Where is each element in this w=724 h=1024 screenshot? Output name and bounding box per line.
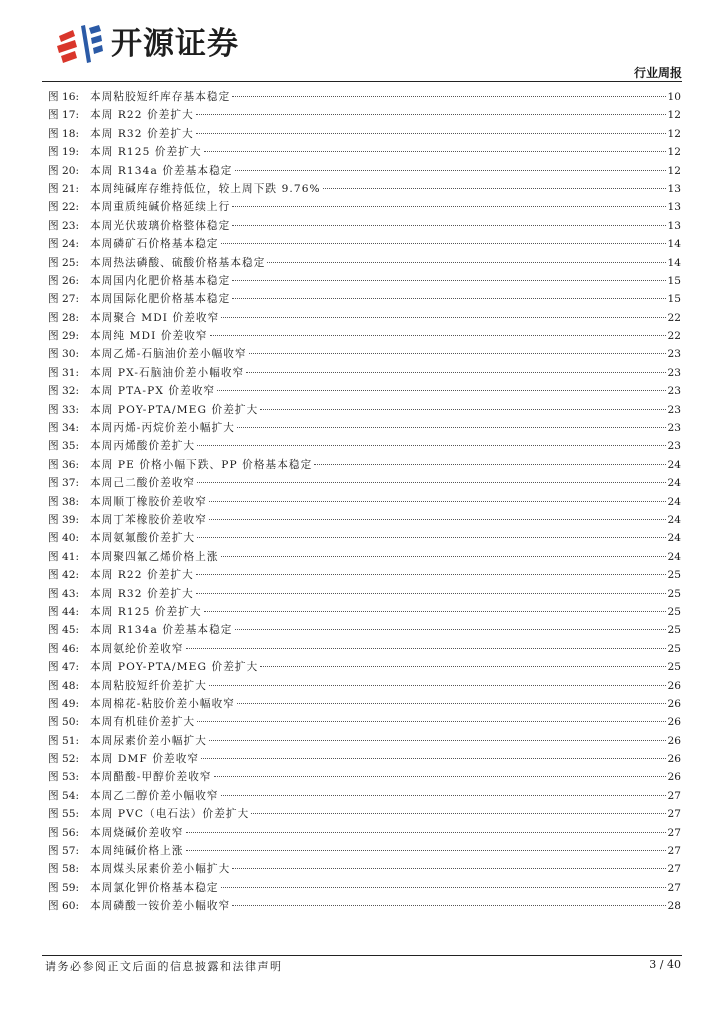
toc-leader-dots (217, 390, 665, 391)
toc-figure-number: 图 18: (48, 127, 80, 140)
toc-entry[interactable] (48, 162, 681, 180)
toc-leader-dots (221, 243, 666, 244)
toc-leader-dots (209, 519, 666, 520)
toc-figure-title: 本周 R22 价差扩大 (90, 569, 194, 582)
toc-page-number: 24 (667, 477, 681, 490)
toc-figure-number: 图 47: (48, 661, 80, 674)
toc-figure-title: 本周 R32 价差扩大 (90, 587, 194, 600)
toc-figure-title: 本周国内化肥价格基本稳定 (90, 274, 231, 287)
toc-leader-dots (232, 868, 665, 869)
toc-leader-dots (214, 776, 666, 777)
toc-page-number: 23 (667, 422, 681, 435)
toc-leader-dots (235, 629, 666, 630)
toc-figure-title: 本周顺丁橡胶价差收窄 (90, 495, 207, 508)
toc-figure-number: 图 20: (48, 164, 80, 177)
toc-entry[interactable] (48, 217, 681, 235)
toc-figure-number: 图 45: (48, 624, 80, 637)
toc-leader-dots (260, 409, 665, 410)
toc-figure-number: 图 19: (48, 146, 80, 159)
brand-name: 开源证券 (111, 26, 239, 62)
toc-figure-title: 本周氨纶价差收窄 (90, 642, 184, 655)
toc-page-number: 15 (667, 293, 681, 306)
toc-entry[interactable] (48, 603, 681, 621)
toc-figure-title: 本周 R134a 价差基本稳定 (90, 624, 233, 637)
toc-leader-dots (197, 445, 665, 446)
toc-figure-number: 图 56: (48, 826, 80, 839)
toc-leader-dots (249, 353, 666, 354)
toc-entry[interactable] (48, 437, 681, 455)
toc-figure-number: 图 50: (48, 716, 80, 729)
toc-page-number: 23 (667, 348, 681, 361)
toc-entry[interactable] (48, 180, 681, 198)
company-logo (55, 22, 239, 66)
toc-leader-dots (251, 813, 665, 814)
toc-figure-title: 本周光伏玻璃价格整体稳定 (90, 219, 231, 232)
toc-figure-number: 图 52: (48, 753, 80, 766)
toc-figure-title: 本周煤头尿素价差小幅扩大 (90, 863, 231, 876)
toc-figure-number: 图 33: (48, 403, 80, 416)
toc-figure-title: 本周乙烯-石脑油价差小幅收窄 (90, 348, 247, 361)
toc-figure-number: 图 17: (48, 109, 80, 122)
toc-figure-number: 图 57: (48, 845, 80, 858)
toc-leader-dots (186, 850, 666, 851)
toc-figure-number: 图 59: (48, 881, 80, 894)
page-number: 3 / 40 (649, 958, 681, 971)
toc-figure-title: 本周己二酸价差收窄 (90, 477, 196, 490)
toc-figure-title: 本周粘胶短纤库存基本稳定 (90, 91, 231, 103)
toc-entry[interactable] (48, 677, 681, 695)
toc-page-number: 26 (667, 697, 681, 710)
toc-figure-title: 本周纯碱库存维持低位，较上周下跌 9.76% (90, 182, 321, 195)
toc-entry[interactable] (48, 658, 681, 676)
toc-figure-number: 图 26: (48, 274, 80, 287)
toc-page-number: 26 (667, 753, 681, 766)
toc-leader-dots (209, 740, 666, 741)
toc-figure-number: 图 38: (48, 495, 80, 508)
report-type-label: 行业周报 (633, 66, 682, 80)
toc-entry[interactable] (48, 419, 681, 437)
toc-figure-number: 图 55: (48, 808, 80, 821)
toc-figure-number: 图 49: (48, 697, 80, 710)
toc-figure-title: 本周纯 MDI 价差收窄 (90, 330, 208, 343)
toc-page-number: 15 (667, 274, 681, 287)
toc-entry[interactable] (48, 805, 681, 823)
toc-figure-number: 图 42: (48, 569, 80, 582)
toc-figure-title: 本周 PE 价格小幅下跌、PP 价格基本稳定 (90, 458, 313, 471)
toc-entry[interactable] (48, 474, 681, 492)
toc-figure-number: 图 43: (48, 587, 80, 600)
toc-figure-title: 本周聚合 MDI 价差收窄 (90, 311, 220, 324)
toc-page-number: 24 (667, 495, 681, 508)
toc-figure-title: 本周有机硅价差扩大 (90, 716, 196, 729)
toc-figure-title: 本周丁苯橡胶价差收窄 (90, 513, 207, 526)
toc-page-number: 14 (667, 238, 681, 251)
toc-page-number: 25 (667, 661, 681, 674)
toc-leader-dots (221, 795, 666, 796)
toc-page-number: 27 (667, 826, 681, 839)
toc-leader-dots (232, 298, 665, 299)
toc-figure-title: 本周国际化肥价格基本稳定 (90, 293, 231, 306)
toc-figure-number: 图 44: (48, 605, 80, 618)
toc-leader-dots (246, 372, 665, 373)
toc-leader-dots (201, 758, 665, 759)
toc-page-number: 25 (667, 605, 681, 618)
toc-page-number: 24 (667, 458, 681, 471)
toc-entry[interactable] (48, 732, 681, 750)
toc-leader-dots (267, 262, 665, 263)
toc-page-number: 23 (667, 366, 681, 379)
toc-figure-number: 图 58: (48, 863, 80, 876)
toc-figure-number: 图 35: (48, 440, 80, 453)
toc-page-number: 24 (667, 532, 681, 545)
toc-entry[interactable] (48, 548, 681, 566)
toc-figure-title: 本周 R125 价差扩大 (90, 146, 202, 159)
toc-page-number: 10 (667, 91, 681, 103)
toc-leader-dots (260, 666, 665, 667)
toc-page-number: 27 (667, 845, 681, 858)
toc-figure-number: 图 46: (48, 642, 80, 655)
toc-leader-dots (204, 611, 666, 612)
toc-page-number: 27 (667, 789, 681, 802)
toc-entry[interactable] (48, 750, 681, 768)
toc-leader-dots (209, 685, 666, 686)
toc-page-number: 14 (667, 256, 681, 269)
toc-figure-title: 本周 R125 价差扩大 (90, 605, 202, 618)
toc-entry[interactable] (48, 695, 681, 713)
footer-disclaimer: 请务必参阅正文后面的信息披露和法律声明 (45, 960, 283, 973)
toc-entry[interactable] (48, 456, 681, 474)
toc-figure-title: 本周 PTA-PX 价差收窄 (90, 385, 216, 398)
toc-page-number: 13 (667, 219, 681, 232)
logo-mark-icon (55, 22, 103, 66)
toc-leader-dots (197, 721, 665, 722)
toc-figure-title: 本周 PX-石脑油价差小幅收窄 (90, 366, 245, 379)
toc-figure-number: 图 39: (48, 513, 80, 526)
toc-entry[interactable] (48, 511, 681, 529)
toc-figure-number: 图 48: (48, 679, 80, 692)
toc-leader-dots (232, 905, 665, 906)
toc-entry[interactable] (48, 327, 681, 345)
toc-figure-title: 本周乙二醇价差小幅收窄 (90, 789, 219, 802)
toc-entry[interactable] (48, 842, 681, 860)
toc-page-number: 12 (667, 146, 681, 159)
toc-figure-number: 图 25: (48, 256, 80, 269)
toc-page-number: 13 (667, 182, 681, 195)
toc-leader-dots (209, 501, 666, 502)
toc-entry[interactable] (48, 824, 681, 842)
toc-figure-title: 本周氨氟酸价差扩大 (90, 532, 196, 545)
toc-page-number: 23 (667, 440, 681, 453)
toc-entry[interactable] (48, 106, 681, 124)
toc-figure-number: 图 34: (48, 422, 80, 435)
toc-figure-title: 本周 R134a 价差基本稳定 (90, 164, 233, 177)
toc-entry[interactable] (48, 290, 681, 308)
toc-figure-title: 本周 PVC（电石法）价差扩大 (90, 808, 250, 821)
toc-entry[interactable] (48, 125, 681, 143)
toc-figure-number: 图 32: (48, 385, 80, 398)
toc-page-number: 26 (667, 679, 681, 692)
toc-leader-dots (196, 133, 666, 134)
toc-page-number: 26 (667, 716, 681, 729)
toc-entry[interactable] (48, 493, 681, 511)
toc-figure-number: 图 23: (48, 219, 80, 232)
toc-leader-dots (235, 170, 666, 171)
toc-entry[interactable] (48, 272, 681, 290)
toc-entry[interactable] (48, 198, 681, 216)
toc-figure-title: 本周聚四氟乙烯价格上涨 (90, 550, 219, 563)
toc-page-number: 25 (667, 587, 681, 600)
toc-leader-dots (186, 648, 666, 649)
toc-entry[interactable] (48, 621, 681, 639)
toc-figure-number: 图 41: (48, 550, 80, 563)
toc-figure-title: 本周磷矿石价格基本稳定 (90, 238, 219, 251)
toc-entry[interactable] (48, 585, 681, 603)
toc-entry[interactable] (48, 364, 681, 382)
toc-leader-dots (237, 703, 666, 704)
toc-figure-number: 图 21: (48, 182, 80, 195)
toc-page-number: 22 (667, 311, 681, 324)
toc-page-number: 22 (667, 330, 681, 343)
toc-entry[interactable] (48, 88, 681, 106)
toc-leader-dots (197, 482, 665, 483)
toc-page-number: 23 (667, 385, 681, 398)
toc-figure-number: 图 31: (48, 366, 80, 379)
toc-figure-number: 图 28: (48, 311, 80, 324)
toc-figure-title: 本周醋酸-甲醇价差收窄 (90, 771, 212, 784)
toc-leader-dots (196, 574, 666, 575)
toc-figure-number: 图 51: (48, 734, 80, 747)
toc-figure-title: 本周 R22 价差扩大 (90, 109, 194, 122)
toc-leader-dots (210, 335, 666, 336)
toc-page-number: 13 (667, 201, 681, 214)
toc-figure-number: 图 37: (48, 477, 80, 490)
toc-figure-title: 本周纯碱价格上涨 (90, 845, 184, 858)
toc-page-number: 24 (667, 550, 681, 563)
toc-leader-dots (232, 96, 665, 97)
figure-index (48, 88, 681, 916)
toc-figure-title: 本周 POY-PTA/MEG 价差扩大 (90, 661, 259, 674)
toc-page-number: 12 (667, 127, 681, 140)
toc-leader-dots (204, 151, 666, 152)
toc-entry[interactable] (48, 254, 681, 272)
header-divider (42, 81, 682, 82)
toc-page-number: 27 (667, 808, 681, 821)
toc-entry[interactable] (48, 345, 681, 363)
toc-leader-dots (237, 427, 666, 428)
toc-entry[interactable] (48, 382, 681, 400)
toc-figure-title: 本周氯化钾价格基本稳定 (90, 881, 219, 894)
toc-page-number: 25 (667, 569, 681, 582)
toc-figure-title: 本周丙烯-丙烷价差小幅扩大 (90, 422, 236, 435)
toc-figure-number: 图 40: (48, 532, 80, 545)
toc-entry[interactable] (48, 879, 681, 897)
toc-page-number: 25 (667, 624, 681, 637)
toc-leader-dots (221, 887, 666, 888)
toc-figure-title: 本周 DMF 价差收窄 (90, 753, 200, 766)
toc-page-number: 23 (667, 403, 681, 416)
toc-figure-number: 图 36: (48, 458, 80, 471)
toc-leader-dots (196, 114, 666, 115)
toc-entry[interactable] (48, 529, 681, 547)
toc-figure-title: 本周尿素价差小幅扩大 (90, 734, 207, 747)
toc-figure-number: 图 54: (48, 789, 80, 802)
toc-entry[interactable] (48, 235, 681, 253)
toc-entry[interactable] (48, 640, 681, 658)
toc-entry[interactable] (48, 143, 681, 161)
toc-figure-title: 本周热法磷酸、硫酸价格基本稳定 (90, 256, 266, 269)
toc-entry[interactable] (48, 309, 681, 327)
toc-entry[interactable] (48, 787, 681, 805)
toc-page-number: 26 (667, 734, 681, 747)
footer-divider (42, 955, 682, 956)
toc-figure-title: 本周棉花-粘胶价差小幅收窄 (90, 697, 236, 710)
toc-figure-number: 图 16: (48, 91, 80, 103)
toc-page-number: 24 (667, 513, 681, 526)
toc-page-number: 12 (667, 109, 681, 122)
toc-figure-number: 图 60: (48, 900, 80, 913)
toc-entry[interactable] (48, 897, 681, 915)
toc-leader-dots (323, 188, 666, 189)
toc-figure-number: 图 27: (48, 293, 80, 306)
toc-page-number: 26 (667, 771, 681, 784)
toc-figure-number: 图 53: (48, 771, 80, 784)
toc-figure-number: 图 24: (48, 238, 80, 251)
toc-page-number: 27 (667, 863, 681, 876)
toc-page-number: 25 (667, 642, 681, 655)
toc-leader-dots (314, 464, 665, 465)
toc-leader-dots (197, 537, 665, 538)
toc-page-number: 28 (667, 900, 681, 913)
toc-figure-title: 本周 R32 价差扩大 (90, 127, 194, 140)
toc-leader-dots (232, 225, 665, 226)
toc-figure-number: 图 22: (48, 201, 80, 214)
toc-leader-dots (232, 280, 665, 281)
toc-entry[interactable] (48, 566, 681, 584)
page-header (0, 0, 724, 82)
toc-leader-dots (221, 317, 665, 318)
toc-figure-title: 本周粘胶短纤价差扩大 (90, 679, 207, 692)
toc-entry[interactable] (48, 768, 681, 786)
toc-figure-title: 本周磷酸一铵价差小幅收窄 (90, 900, 231, 913)
toc-figure-title: 本周 POY-PTA/MEG 价差扩大 (90, 403, 259, 416)
toc-page-number: 12 (667, 164, 681, 177)
toc-figure-title: 本周烧碱价差收窄 (90, 826, 184, 839)
toc-entry[interactable] (48, 713, 681, 731)
toc-page-number: 27 (667, 881, 681, 894)
toc-figure-number: 图 29: (48, 330, 80, 343)
toc-entry[interactable] (48, 401, 681, 419)
toc-figure-number: 图 30: (48, 348, 80, 361)
toc-leader-dots (221, 556, 666, 557)
toc-leader-dots (196, 593, 666, 594)
toc-leader-dots (232, 206, 665, 207)
toc-entry[interactable] (48, 860, 681, 878)
toc-leader-dots (186, 832, 666, 833)
toc-figure-title: 本周重质纯碱价格延续上行 (90, 201, 231, 214)
toc-figure-title: 本周丙烯酸价差扩大 (90, 440, 196, 453)
